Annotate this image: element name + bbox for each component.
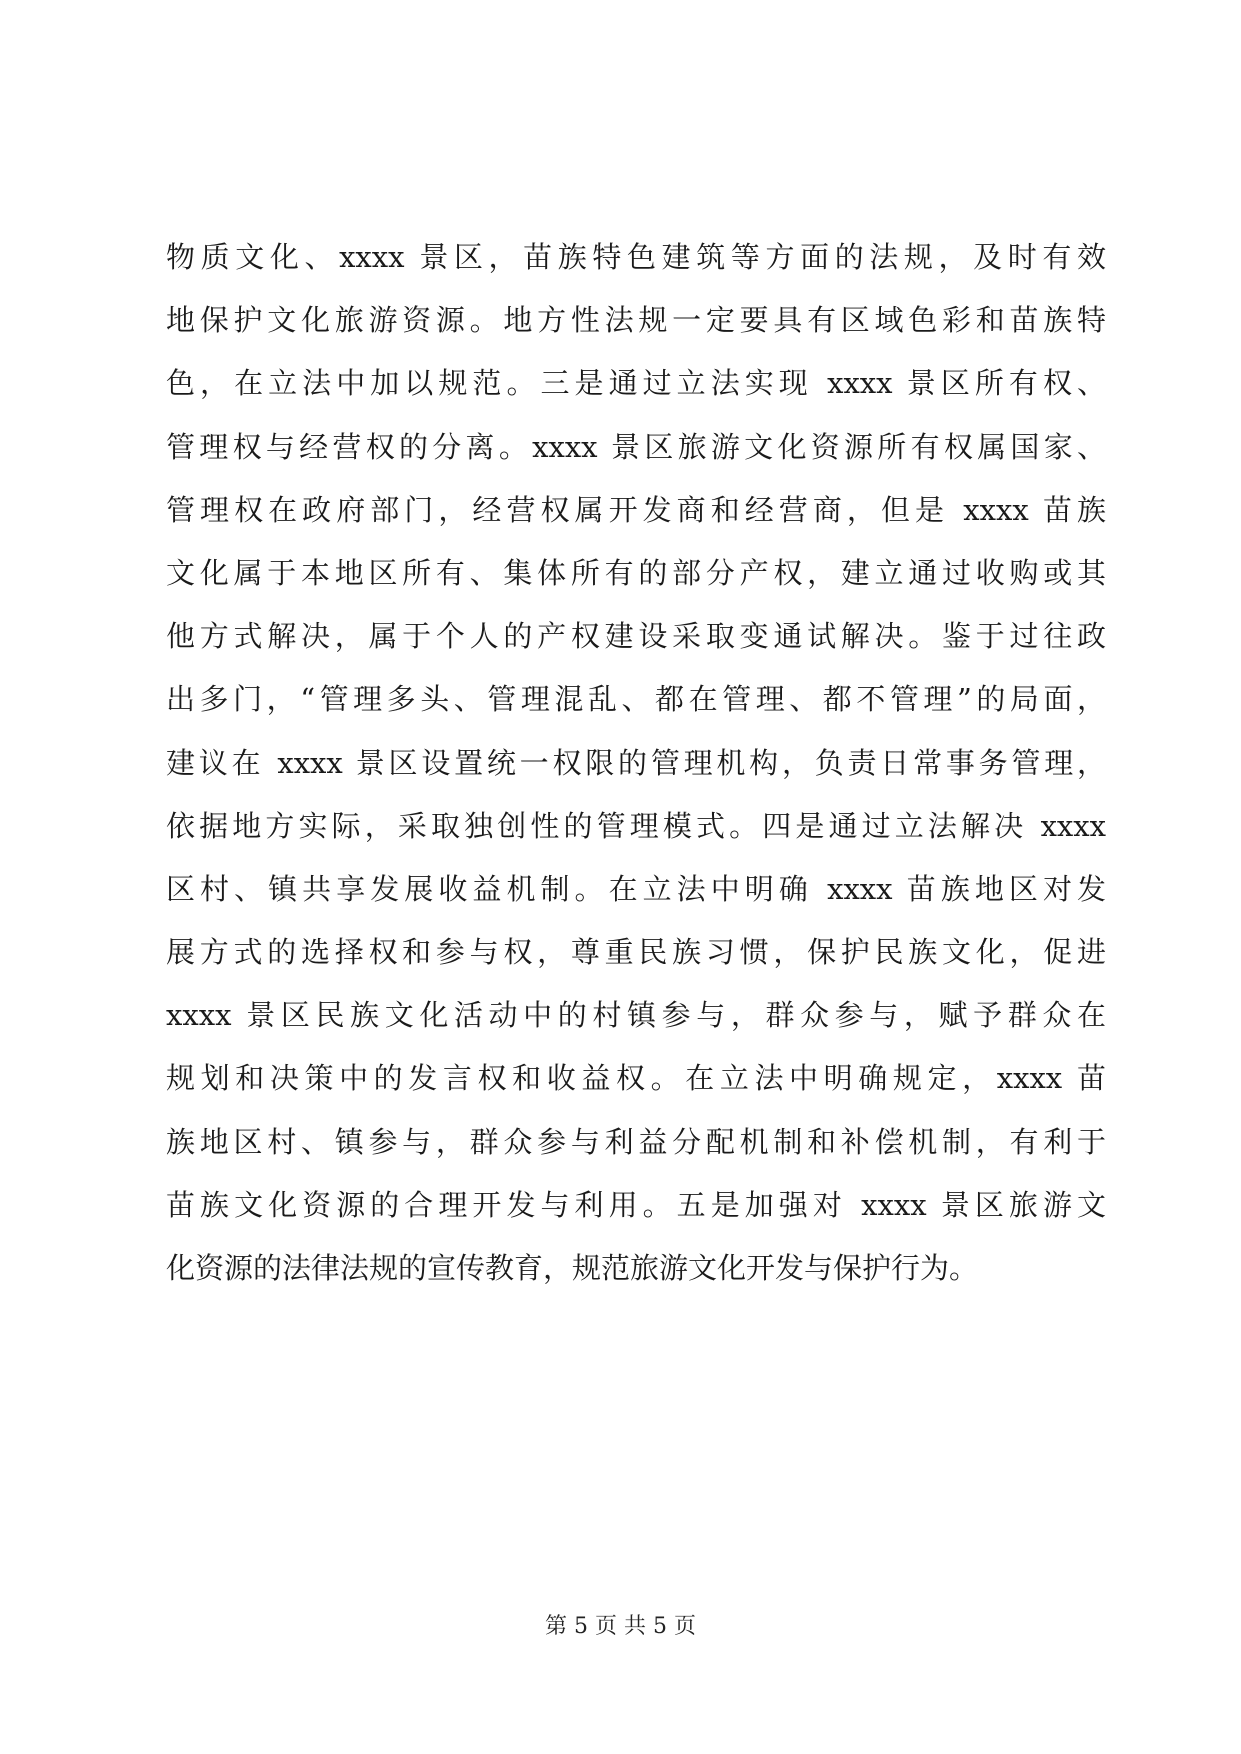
body-paragraph bbox=[166, 226, 1106, 1300]
text-line: 区村、镇共享发展收益机制。在立法中明确 xxxx 苗族地区对发 bbox=[166, 871, 1106, 906]
page-number-footer: 第 5 页 共 5 页 bbox=[545, 1614, 696, 1639]
text-line: 物质文化、xxxx 景区，苗族特色建筑等方面的法规，及时有效 bbox=[166, 240, 1106, 274]
text-line: 展方式的选择权和参与权，尊重民族习惯，保护民族文化，促进 bbox=[166, 935, 1106, 970]
text-line: 建议在 xxxx 景区设置统一权限的管理机构，负责日常事务管理， bbox=[166, 745, 1106, 780]
text-line: 化资源的法律法规的宣传教育，规范旅游文化开发与保护行为。 bbox=[166, 1251, 979, 1285]
text-line: 依据地方实际，采取独创性的管理模式。四是通过立法解决 xxxx bbox=[166, 808, 1106, 843]
text-line: 地保护文化旅游资源。地方性法规一定要具有区域色彩和苗族特 bbox=[166, 303, 1106, 338]
text-line: 族地区村、镇参与，群众参与利益分配机制和补偿机制，有利于 bbox=[166, 1124, 1106, 1159]
text-line: 苗族文化资源的合理开发与利用。五是加强对 xxxx 景区旅游文 bbox=[166, 1187, 1106, 1222]
text-line: 他方式解决，属于个人的产权建设采取变通试解决。鉴于过往政 bbox=[166, 619, 1106, 654]
text-line: 管理权与经营权的分离。xxxx 景区旅游文化资源所有权属国家、 bbox=[166, 429, 1106, 464]
text-line: 文化属于本地区所有、集体所有的部分产权，建立通过收购或其 bbox=[166, 555, 1106, 590]
text-line: 管理权在政府部门，经营权属开发商和经营商，但是 xxxx 苗族 bbox=[166, 492, 1106, 527]
text-line: 色，在立法中加以规范。三是通过立法实现 xxxx 景区所有权、 bbox=[166, 366, 1106, 401]
text-line: 规划和决策中的发言权和收益权。在立法中明确规定，xxxx 苗 bbox=[166, 1061, 1106, 1096]
text-line: 出多门，“管理多头、管理混乱、都在管理、都不管理”的局面， bbox=[166, 682, 1106, 717]
text-line: xxxx 景区民族文化活动中的村镇参与，群众参与，赋予群众在 bbox=[166, 998, 1106, 1033]
